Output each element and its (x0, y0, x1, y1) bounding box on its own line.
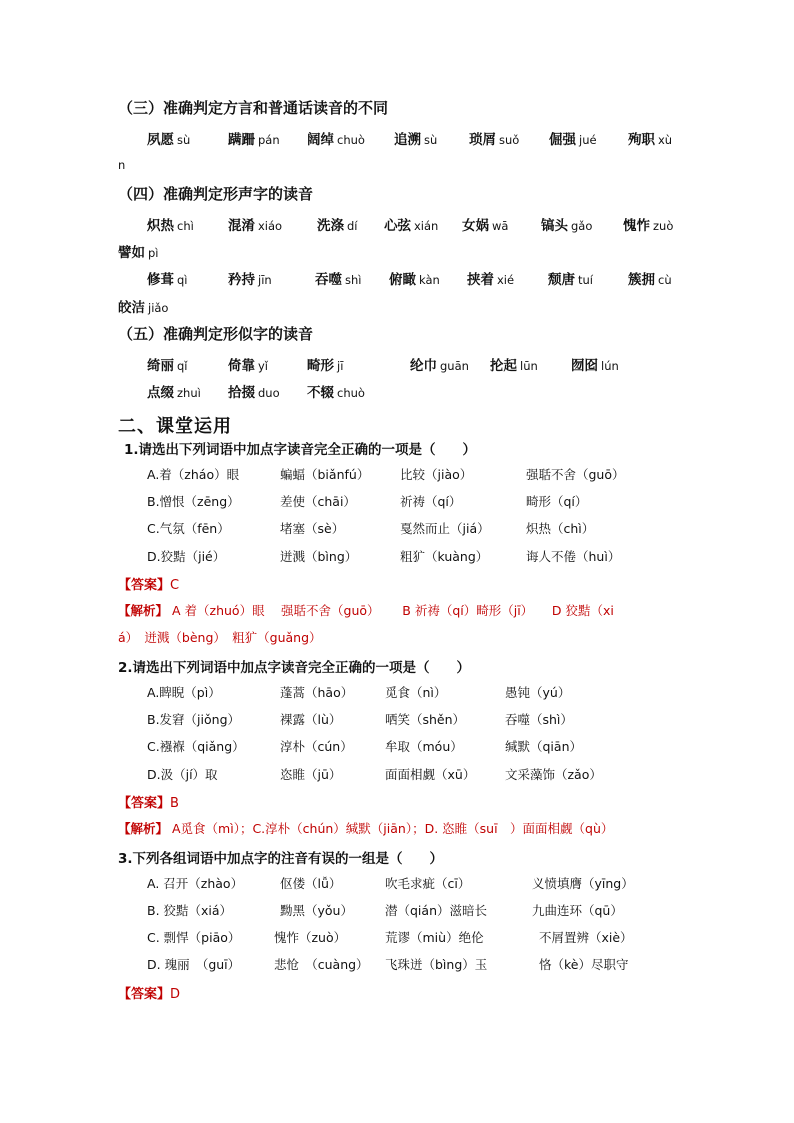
option-b-item: 黝黑（yǒu） (280, 903, 353, 918)
vocab-item: 俯瞰 kàn (389, 272, 440, 288)
option-d-item: 诲人不倦（huì） (526, 549, 621, 564)
vocab-item: 簇拥 cù (628, 272, 672, 288)
vocab-item: 炽热 chì (147, 218, 194, 234)
vocab-item: 镐头 gǎo (541, 218, 593, 234)
vocab-item: 绮丽 qǐ (147, 358, 188, 374)
vocab-item: 不辍 chuò (307, 385, 365, 401)
vocab-item: 洗涤 dí (317, 218, 358, 234)
option-b-item: B. 狡黠（xiá） (147, 903, 233, 918)
vocab-item: 畸形 jī (307, 358, 344, 374)
vocab-item: 修葺 qì (147, 272, 188, 288)
option-c-item: 不屑置辨（xiè） (539, 930, 633, 945)
option-a-item: A.睥睨（pì） (147, 685, 221, 700)
option-a-item: 伛偻（lǚ） (280, 876, 342, 891)
option-d-item: D.汲（jí）取 (147, 767, 218, 782)
option-b-item: 九曲连环（qū） (532, 903, 623, 918)
option-b-item: 祈祷（qí） (400, 494, 462, 509)
section-4-title: （四）准确判定形声字的读音 (118, 185, 314, 203)
option-a-item: 蝙蝠（biǎnfú） (280, 467, 370, 482)
question-3-answer: 【答案】D (118, 987, 181, 1002)
vocab-item: 纶巾 guān (410, 358, 469, 374)
vocab-item: 心弦 xián (384, 218, 439, 234)
option-d-item: D. 瑰丽 （guī） (147, 957, 241, 972)
option-d-item: 迸溅（bìng） (280, 549, 358, 564)
vocab-item: 囫囵 lún (571, 358, 619, 374)
option-a-item: 比较（jiào） (400, 467, 473, 482)
option-c-item: C.气氛（fēn） (147, 521, 230, 536)
vocab-item: 愧怍 zuò (623, 218, 674, 234)
vocab-item: 颓唐 tuí (548, 272, 593, 288)
vocab-item: 吞噬 shì (315, 272, 362, 288)
option-b-item: 差使（chāi） (280, 494, 356, 509)
option-b-item: 畸形（qí） (526, 494, 588, 509)
question-2-stem: 2.请选出下列词语中加点字读音完全正确的一项是（ ） (118, 660, 471, 676)
vocab-item: 抡起 lūn (490, 358, 538, 374)
question-3-stem: 3.下列各组词语中加点字的注音有误的一组是（ ） (118, 851, 444, 867)
question-1-stem: 1.请选出下列词语中加点字读音完全正确的一项是（ ） (124, 442, 477, 458)
option-c-item: 牟取（móu） (385, 739, 463, 754)
option-c-item: 炽热（chì） (526, 521, 595, 536)
option-c-item: 淳朴（cún） (280, 739, 353, 754)
option-d-item: 恣睢（jū） (280, 767, 342, 782)
option-d-item: D.狡黠（jié） (147, 549, 226, 564)
option-b-item: 裸露（lù） (280, 712, 342, 727)
option-c-item: 缄默（qiān） (505, 739, 582, 754)
option-b-item: 哂笑（shěn） (385, 712, 466, 727)
question-1-explanation-cont: á） 迸溅（bèng） 粗犷（guǎng） (118, 630, 322, 645)
option-a-item: 吹毛求疵（cī） (385, 876, 471, 891)
option-c-item: 愧怍（zuò） (274, 930, 347, 945)
option-c-item: C. 剽悍（piāo） (147, 930, 241, 945)
vocab-item: 殉职 xù (628, 132, 673, 148)
vocab-item: 混淆 xiáo (228, 218, 283, 234)
question-1-explanation: 【解析】 A 着（zhuó）眼 强聒不舍（guō） B 祈祷（qí）畸形（jī） D 狡黠（xi (118, 603, 614, 618)
wrapped-pinyin: n (118, 158, 126, 172)
section-5-title: （五）准确判定形似字的读音 (118, 325, 314, 343)
vocab-item: 譬如 pì (118, 245, 159, 261)
option-b-item: B.憎恨（zēng） (147, 494, 240, 509)
option-b-item: 吞噬（shì） (505, 712, 573, 727)
option-c-item: 荒谬（miù）绝伦 (385, 930, 484, 945)
option-d-item: 粗犷（kuàng） (400, 549, 489, 564)
option-b-item: B.发窘（jiǒng） (147, 712, 240, 727)
option-a-item: A. 召开（zhào） (147, 876, 244, 891)
vocab-item: 倚靠 yǐ (228, 358, 269, 374)
vocab-item: 倔强 jué (549, 132, 597, 148)
vocab-item: 阔绰 chuò (307, 132, 365, 148)
option-d-item: 飞珠迸（bìng）玉 (385, 957, 488, 972)
vocab-item: 蹒跚 pán (228, 132, 280, 148)
vocab-item: 琐屑 suǒ (469, 132, 520, 148)
option-b-item: 潜（qián）滋暗长 (385, 903, 487, 918)
option-c-item: 堵塞（sè） (280, 521, 345, 536)
option-d-item: 恪（kè）尽职守 (539, 957, 629, 972)
vocab-item: 夙愿 sù (147, 132, 191, 148)
option-c-item: 戛然而止（jiá） (400, 521, 490, 536)
section-3-title: （三）准确判定方言和普通话读音的不同 (118, 99, 389, 117)
option-a-item: 觅食（nì） (385, 685, 447, 700)
option-d-item: 悲怆 （cuàng） (274, 957, 369, 972)
option-d-item: 面面相觑（xū） (385, 767, 476, 782)
question-1-answer: 【答案】C (118, 578, 180, 593)
vocab-item: 追溯 sù (394, 132, 438, 148)
vocab-item: 挟着 xié (467, 272, 515, 288)
question-2-answer: 【答案】B (118, 796, 179, 811)
vocab-item: 点缀 zhuì (147, 385, 201, 401)
option-a-item: A.着（zháo）眼 (147, 467, 240, 482)
option-a-item: 愚钝（yú） (505, 685, 571, 700)
vocab-item: 皎洁 jiǎo (118, 300, 169, 316)
option-a-item: 蓬蒿（hāo） (280, 685, 354, 700)
option-a-item: 义愤填膺（yīng） (532, 876, 634, 891)
part-2-title: 二、课堂运用 (118, 416, 232, 437)
vocab-item: 矜持 jīn (228, 272, 272, 288)
option-a-item: 强聒不舍（guō） (526, 467, 625, 482)
vocab-item: 拾掇 duo (228, 385, 280, 401)
vocab-item: 女娲 wā (462, 218, 509, 234)
question-2-explanation: 【解析】 A觅食（mì）；C.淳朴（chún）缄默（jiān）；D. 恣睢（suī ）面面相觑（qù） (118, 821, 614, 836)
option-d-item: 文采藻饰（zǎo） (505, 767, 602, 782)
option-c-item: C.襁褓（qiǎng） (147, 739, 245, 754)
